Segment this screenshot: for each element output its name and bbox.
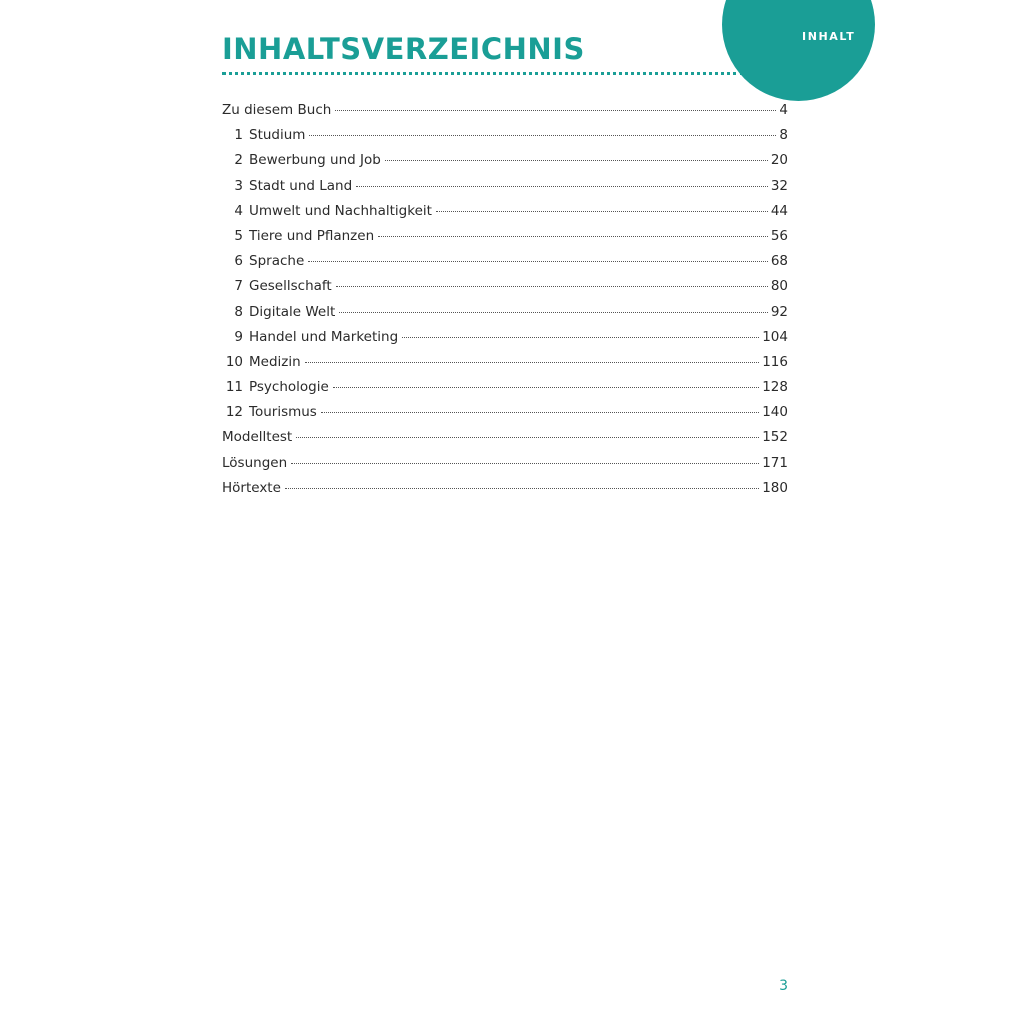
toc-entry-number: 3 xyxy=(234,177,243,194)
toc-entry-page: 8 xyxy=(779,127,788,144)
toc-entry-title: Tiere und Pflanzen xyxy=(249,227,375,244)
toc-entry xyxy=(222,480,788,505)
section-corner-tab xyxy=(722,0,875,101)
corner-tab-label: INHALT xyxy=(802,30,856,43)
toc-entry-title: Modelltest xyxy=(222,429,293,446)
toc-dot-leader xyxy=(356,186,768,187)
toc-dot-leader xyxy=(321,412,759,413)
toc-entry-page: 4 xyxy=(779,102,788,118)
toc-entry xyxy=(222,127,788,152)
toc-entry xyxy=(222,429,788,454)
toc-entry-title: Digitale Welt xyxy=(249,303,336,320)
toc-entry-title: Lösungen xyxy=(222,454,288,471)
toc-dot-leader xyxy=(436,211,768,212)
toc-entry xyxy=(222,329,788,354)
corner-circle xyxy=(722,0,875,101)
toc-dot-leader xyxy=(385,160,768,161)
toc-entry xyxy=(222,455,788,480)
toc-entry-page: 180 xyxy=(762,479,788,496)
table-of-contents xyxy=(222,102,788,505)
toc-dot-leader xyxy=(339,312,768,313)
toc-entry-title: Psychologie xyxy=(249,379,329,396)
toc-entry-title: Gesellschaft xyxy=(249,278,332,295)
toc-entry-number: 2 xyxy=(234,152,243,169)
toc-dot-leader xyxy=(308,261,768,262)
page-title: INHALTSVERZEICHNIS xyxy=(222,32,585,66)
toc-dot-leader xyxy=(336,286,768,287)
toc-entry-title: Bewerbung und Job xyxy=(249,152,381,169)
toc-entry xyxy=(222,304,788,329)
toc-entry-page: 32 xyxy=(770,177,788,194)
toc-entry-title: Sprache xyxy=(249,253,305,270)
toc-entry-number: 1 xyxy=(234,127,243,144)
toc-entry-title: Zu diesem Buch xyxy=(222,102,332,118)
toc-entry-page: 171 xyxy=(762,454,788,471)
toc-entry xyxy=(222,228,788,253)
toc-entry-page: 128 xyxy=(762,379,788,396)
toc-entry xyxy=(222,253,788,278)
toc-entry xyxy=(222,379,788,404)
toc-entry-number: 10 xyxy=(225,353,243,370)
toc-entry-page: 44 xyxy=(770,202,788,219)
toc-entry-title: Umwelt und Nachhaltigkeit xyxy=(249,202,432,219)
page-number: 3 xyxy=(779,978,788,994)
toc-entry-title: Stadt und Land xyxy=(249,177,353,194)
toc-entry-title: Studium xyxy=(249,127,306,144)
toc-entry-page: 56 xyxy=(770,227,788,244)
toc-entry-page: 104 xyxy=(762,328,788,345)
toc-entry xyxy=(222,203,788,228)
toc-entry-number: 12 xyxy=(225,404,243,421)
toc-entry xyxy=(222,178,788,203)
toc-entry-title: Handel und Marketing xyxy=(249,328,399,345)
toc-entry-page: 92 xyxy=(770,303,788,320)
toc-dot-leader xyxy=(309,135,776,136)
toc-entry-page: 152 xyxy=(762,429,788,446)
toc-entry-page: 140 xyxy=(762,404,788,421)
toc-dot-leader xyxy=(333,387,759,388)
toc-entry-number: 9 xyxy=(234,328,243,345)
toc-entry-page: 116 xyxy=(762,353,788,370)
toc-entry-page: 80 xyxy=(770,278,788,295)
toc-entry-number: 4 xyxy=(234,202,243,219)
title-dotted-rule xyxy=(222,72,744,75)
toc-entry-page: 20 xyxy=(770,152,788,169)
toc-entry-number: 11 xyxy=(225,379,243,396)
toc-dot-leader xyxy=(402,337,759,338)
toc-entry-title: Hörtexte xyxy=(222,479,281,496)
toc-entry-page: 68 xyxy=(770,253,788,270)
toc-entry-number: 6 xyxy=(234,253,243,270)
toc-entry xyxy=(222,152,788,177)
toc-dot-leader xyxy=(285,488,759,489)
toc-entry-title: Tourismus xyxy=(249,404,317,421)
toc-entry-number: 7 xyxy=(234,278,243,295)
toc-dot-leader xyxy=(335,110,776,111)
toc-entry-number: 8 xyxy=(234,303,243,320)
toc-entry xyxy=(222,278,788,303)
toc-dot-leader xyxy=(305,362,760,363)
toc-entry-title: Medizin xyxy=(249,353,301,370)
toc-entry xyxy=(222,354,788,379)
toc-entry-number: 5 xyxy=(234,227,243,244)
toc-dot-leader xyxy=(378,236,768,237)
toc-dot-leader xyxy=(296,437,759,438)
toc-entry xyxy=(222,102,788,127)
toc-dot-leader xyxy=(291,463,759,464)
toc-entry xyxy=(222,404,788,429)
